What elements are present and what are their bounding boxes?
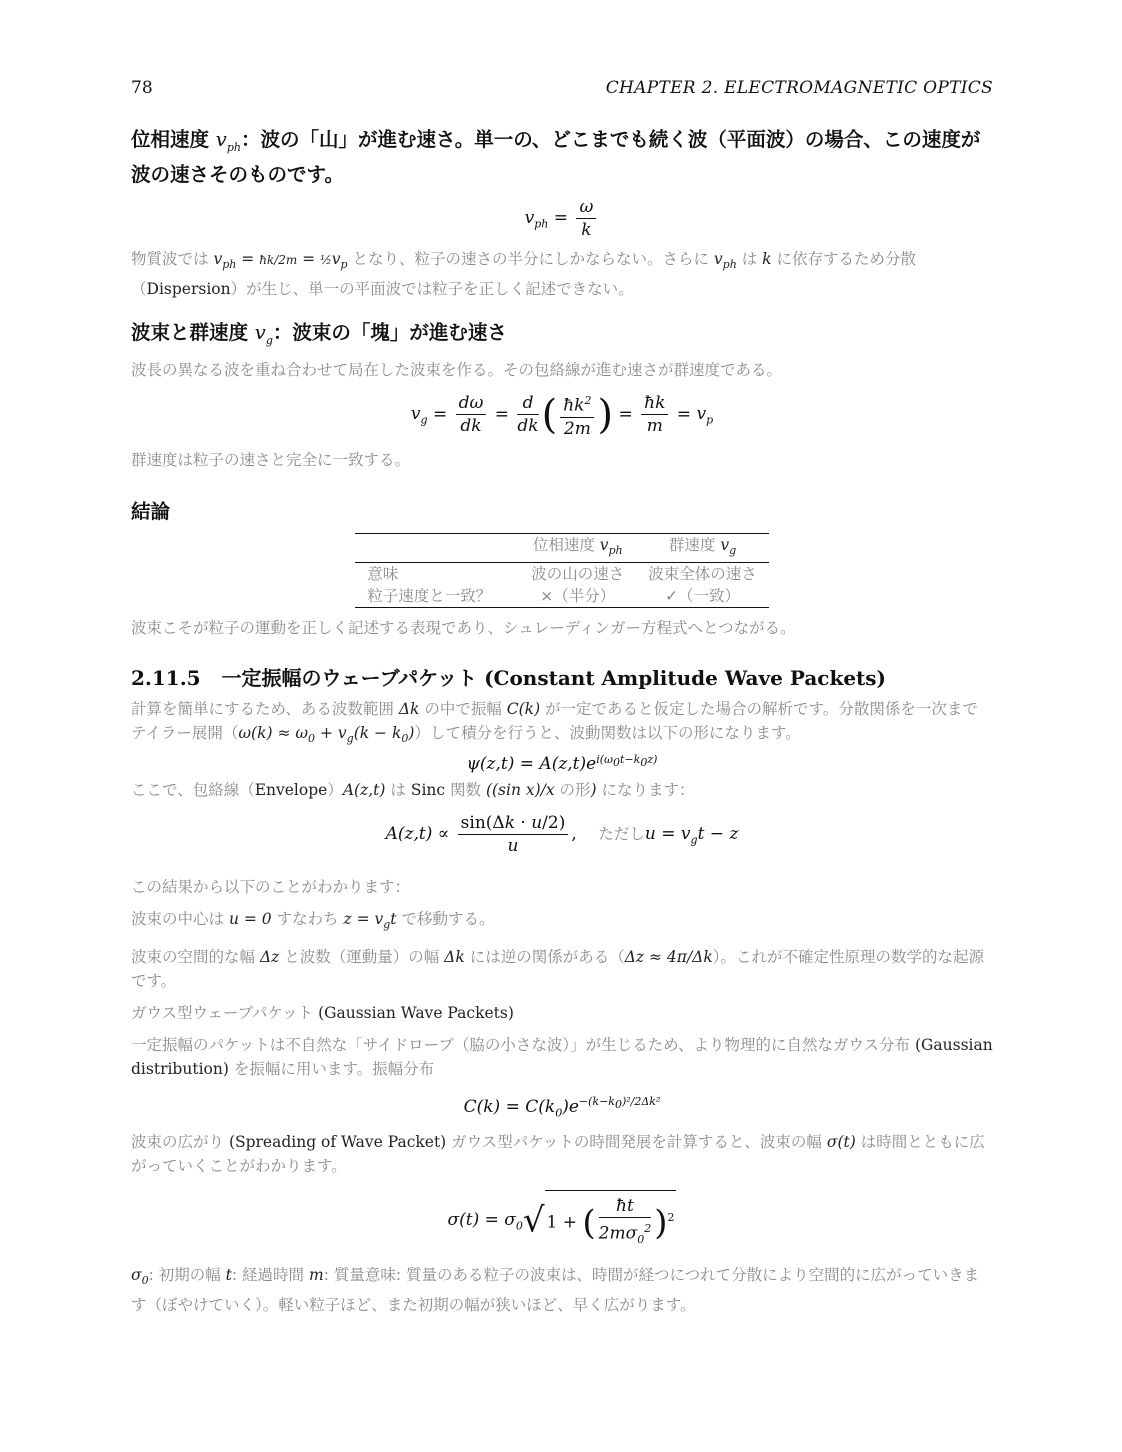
comparison-table [355,533,769,608]
group-velocity-heading: 波束と群速度 $v_g$：波束の「塊」が進む速さ [131,320,507,347]
group-velocity-equation: $v_g$ = $\frac{d\omega}{dk}$ = $\frac{d}{dk}$ ( $\frac{ħk^2}{2m}$ ) = $\frac{ħk}{m}$ = $v_p$ [410,391,714,439]
table-header-phase: 位相速度 $v_{ph}$ [532,535,623,557]
phase-velocity-heading: 位相速度 $v_{ph}$：波の「山」が進む速さ。単一の、どこまでも続く波（平面波）の場合、この速度が波の速さそのものです。 [131,128,981,186]
spreading-equation: $\sigma(t) = \sigma_0√$ 1 + ( $\frac{ħt}{2m\sigma_0^2}$ )$^2$ [131,1190,993,1251]
result-intro: この結果から以下のことがわかります： [131,878,411,897]
gaussian-equation: $C(k) = C(k_0)e^{-(k-k_0)^2/2\Delta k^2}$ [463,1095,661,1120]
conclusion-heading: 結論 [131,499,171,523]
spreading-paragraph: 波束の広がり (Spreading of Wave Packet) ガウス型パケットの時間発展を計算すると、波束の幅 σ(t) は時間とともに広がっていくことがわかります。 [131,1132,985,1175]
phase-velocity-equation: $v_{ph}$ = $\frac{\omega}{k}$ [131,196,993,241]
table-header-group: 群速度 $v_g$ [668,535,737,557]
conclusion-paragraph: 波束こそが粒子の運動を正しく記述する表現であり、シュレーディンガー方程式へとつながる。 [131,618,796,637]
gaussian-heading: ガウス型ウェーブパケット (Gaussian Wave Packets) [131,1004,514,1023]
envelope-equation: A(z,t) ∝ $\frac{\sin(\Delta k \cdot u/2)}{u}$ , ただし$u = v_gt - z$ [385,813,739,857]
page-number: 78 [131,78,153,98]
group-velocity-conclusion: 群速度は粒子の速さと完全に一致する。 [131,450,411,469]
group-velocity-paragraph: 波長の異なる波を重ね合わせて局在した波束を作る。その包絡線が進む速さが群速度である。 [131,360,783,379]
wavefunction-equation: $\psi(z,t) = A(z,t)e^{i(\omega_0t-k_0z)}$ [466,752,658,775]
section-heading: 2.11.5 一定振幅のウェーブパケット (Constant Amplitude Wave Packets) [131,665,887,690]
symbol-definitions: $\sigma_0$: 初期の幅 t: 経過時間 m: 質量意味: 質量のある粒子の波束は、時間が経つにつれて分散により空間的に広がっていきます（ぼやけていく）。軽い粒子ほど、また初期の幅が狭いほど、早く広がります。 [131,1265,980,1314]
gaussian-paragraph: 一定振幅のパケットは不自然な「サイドローブ（脇の小さな波）」が生じるため、より物理的に自然なガウス分布 (Gaussian distribution) を振幅に用います。振幅分布 [131,1036,993,1079]
table-row: 意味 波の山の速さ 波束全体の速さ [367,564,757,583]
table-header-empty [355,533,519,562]
phase-velocity-paragraph: 物質波では $v_{ph}$ = ħk/2m = $\frac{1}{2}v_p$ となり、粒子の速さの半分にしかならない。さらに $v_{ph}$ は k に依存するため分散（Dispersion）が生じ、単一の平面波では粒子を正しく記述できない。 [131,249,917,298]
running-header [131,78,993,108]
center-motion-paragraph: 波束の中心は u = 0 すなわち $z = v_gt$ で移動する。 [131,910,495,932]
uncertainty-paragraph: 波束の空間的な幅 Δz と波数（運動量）の幅 Δk には逆の関係がある（Δz ≈ 4π/Δk）。これが不確定性原理の数学的な起源です。 [131,948,985,991]
table-row: 粒子速度と一致？ ×（半分） ✓（一致） [355,585,769,608]
envelope-paragraph: ここで、包絡線（Envelope）A(z,t) は Sinc 関数 ((sin x)/x の形) になります： [131,781,695,800]
page [131,78,993,1317]
chapter-title: CHAPTER 2. ELECTROMAGNETIC OPTICS [605,78,993,98]
section-intro: 計算を簡単にするため、ある波数範囲 Δk の中で振幅 C(k) が一定であると仮定した場合の解析です。分散関係を一次までテイラー展開$(\omega(k) \approx \omega_0 + v_g(k - k_0))$して積分を行うと、波動関数は以下の形になります。 [131,699,978,745]
